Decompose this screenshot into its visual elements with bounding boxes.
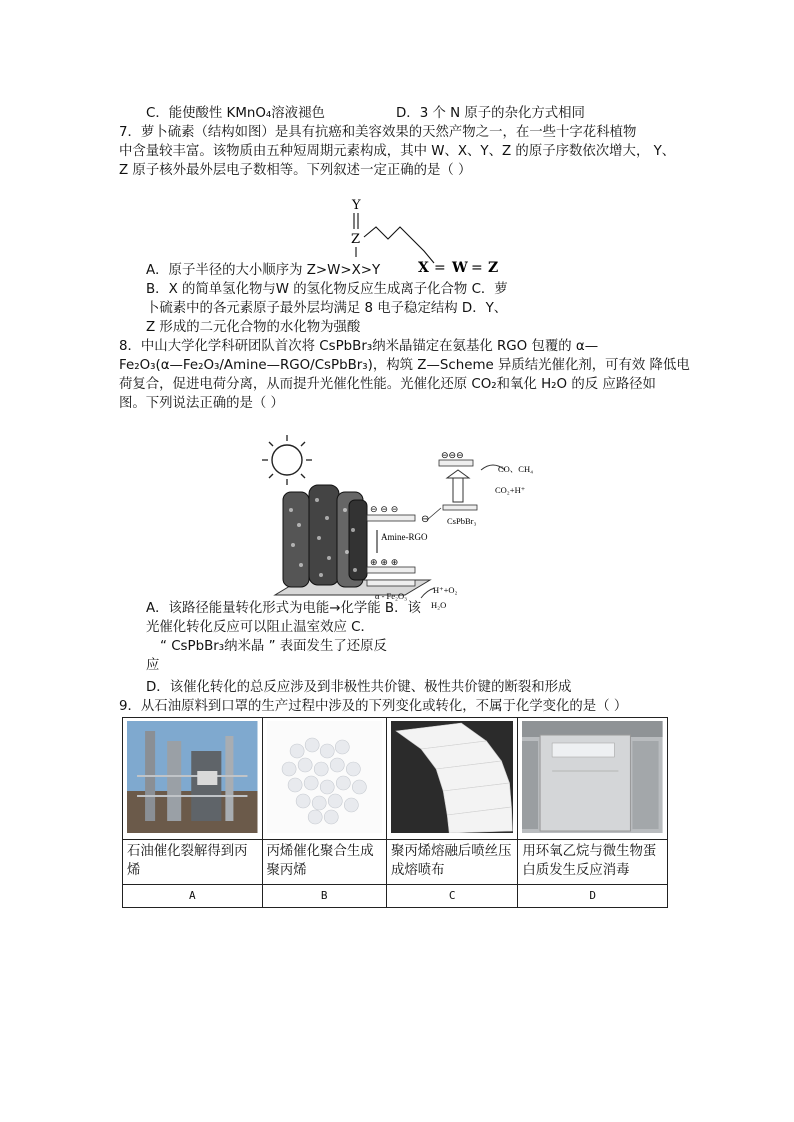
label-h-o2: H⁺+O₂	[433, 585, 458, 595]
atom-z2: Z	[488, 260, 499, 276]
bond-eq-2: =	[471, 260, 483, 276]
photocatalysis-diagram	[255, 430, 555, 610]
label-row	[123, 885, 668, 908]
q6-option-c: C．能使酸性 KMnO₄溶液褪色	[146, 106, 325, 121]
q8-stem-line3: 荷复合，促进电荷分离，从而提升光催化性能。光催化还原 CO₂和氧化 H₂O 的反 应路径如	[119, 377, 656, 392]
label-fe2o3: α - Fe₂O₃	[375, 591, 408, 601]
q7-stem-line1: 7．萝卜硫素（结构如图）是具有抗癌和美容效果的天然产物之一，在一些十字花科植物	[119, 125, 637, 140]
q8-option-c-line2: 应	[146, 658, 160, 673]
q7-stem-line3: Z 原子核外最外层电子数相等。下列叙述一定正确的是（ ）	[119, 163, 472, 178]
cell-label-c: C	[386, 885, 517, 908]
q7-option-b-line2: 卜硫素中的各元素原子最外层均满足 8 电子稳定结构 D．Y、	[146, 301, 508, 316]
q8-stem-line4: 图。下列说法正确的是（ ）	[119, 396, 284, 411]
label-co-ch4: CO、CH₄	[498, 464, 534, 474]
q8-stem-line1: 8．中山大学化学科研团队首次将 CsPbBr₃纳米晶锚定在氨基化 RGO 包覆的 α—	[119, 339, 599, 354]
q9-stem: 9．从石油原料到口罩的生产过程中涉及的下列变化或转化，不属于化学变化的是（ ）	[119, 699, 628, 714]
text-row	[123, 840, 668, 885]
q8-option-d: D．该催化转化的总反应涉及到非极性共价键、极性共价键的断裂和形成	[146, 680, 572, 695]
svg-text:⊖ ⊖ ⊖: ⊖ ⊖ ⊖	[370, 505, 399, 515]
q8-stem-line2: Fe₂O₃(α—Fe₂O₃/Amine—RGO/CsPbBr₃)，构筑 Z—Scheme 异质结光催化剂，可有效 降低电	[119, 358, 690, 373]
nanorod-columns	[283, 485, 367, 587]
q8-option-a: A．该路径能量转化形式为电能→化学能 B．该	[146, 601, 421, 616]
svg-text:⊕ ⊕ ⊕: ⊕ ⊕ ⊕	[370, 558, 399, 568]
image-cell-d	[518, 718, 668, 840]
atom-y: Y	[352, 198, 361, 213]
cspb-band	[443, 505, 477, 510]
label-h2o: H₂O	[431, 600, 447, 610]
q9-table	[122, 717, 668, 908]
fe2o3-lower-band	[367, 580, 415, 586]
atom-z: Z	[351, 232, 361, 247]
q7-option-a: A．原子半径的大小顺序为 Z>W>X>Y	[146, 263, 381, 278]
image-cell-a	[123, 718, 263, 840]
image-cell-c	[386, 718, 517, 840]
cb-electrons: ⊖⊖⊖	[441, 451, 464, 461]
electron-circle-icon: ⊖	[421, 514, 430, 525]
up-arrow-head	[447, 470, 469, 478]
image-row	[123, 718, 668, 840]
cell-label-b: B	[262, 885, 386, 908]
rgo-upper-band	[367, 515, 415, 521]
polypropylene-pellets-photo	[267, 721, 382, 833]
image-cell-b	[262, 718, 386, 840]
q6-option-d: D．3 个 N 原子的杂化方式相同	[396, 106, 585, 121]
q8-option-b: 光催化转化反应可以阻止温室效应 C．	[146, 620, 374, 635]
cell-text-c: 聚丙烯熔融后喷丝压成熔喷布	[386, 840, 517, 885]
q8-option-c-line1: “ CsPbBr₃纳米晶 ” 表面发生了还原反	[160, 639, 387, 654]
sun-icon	[262, 435, 312, 485]
up-arrow-shaft	[453, 476, 463, 502]
cell-text-d: 用环氧乙烷与微生物蛋白质发生反应消毒	[518, 840, 668, 885]
meltblown-fabric-photo	[391, 721, 513, 833]
bond-eq-1: =	[434, 260, 446, 276]
q7-option-b-line1: B．X 的简单氢化物与W 的氢化物反应生成离子化合物 C．萝	[146, 282, 508, 297]
atom-x: X	[418, 260, 429, 276]
cell-label-d: D	[518, 885, 668, 908]
label-co2-h: CO₂+H⁺	[495, 485, 526, 495]
q7-option-b-line3: Z 形成的二元化合物的水化物为强酸	[146, 320, 361, 335]
cell-label-a: A	[123, 885, 263, 908]
cell-text-b: 丙烯催化聚合生成聚丙烯	[262, 840, 386, 885]
cell-text-a: 石油催化裂解得到丙烯	[123, 840, 263, 885]
sterilizer-machine-photo	[522, 721, 663, 833]
q7-stem-line2: 中含量较丰富。该物质由五种短周期元素构成，其中 W、X、Y、Z 的原子序数依次增大， Y、	[119, 144, 676, 159]
carbon-chain	[364, 227, 434, 263]
refinery-photo	[127, 721, 258, 833]
atom-w: W	[452, 260, 468, 276]
label-amine-rgo: Amine-RGO	[381, 532, 428, 542]
label-cspbbr3: CsPbBr₃	[447, 516, 477, 526]
